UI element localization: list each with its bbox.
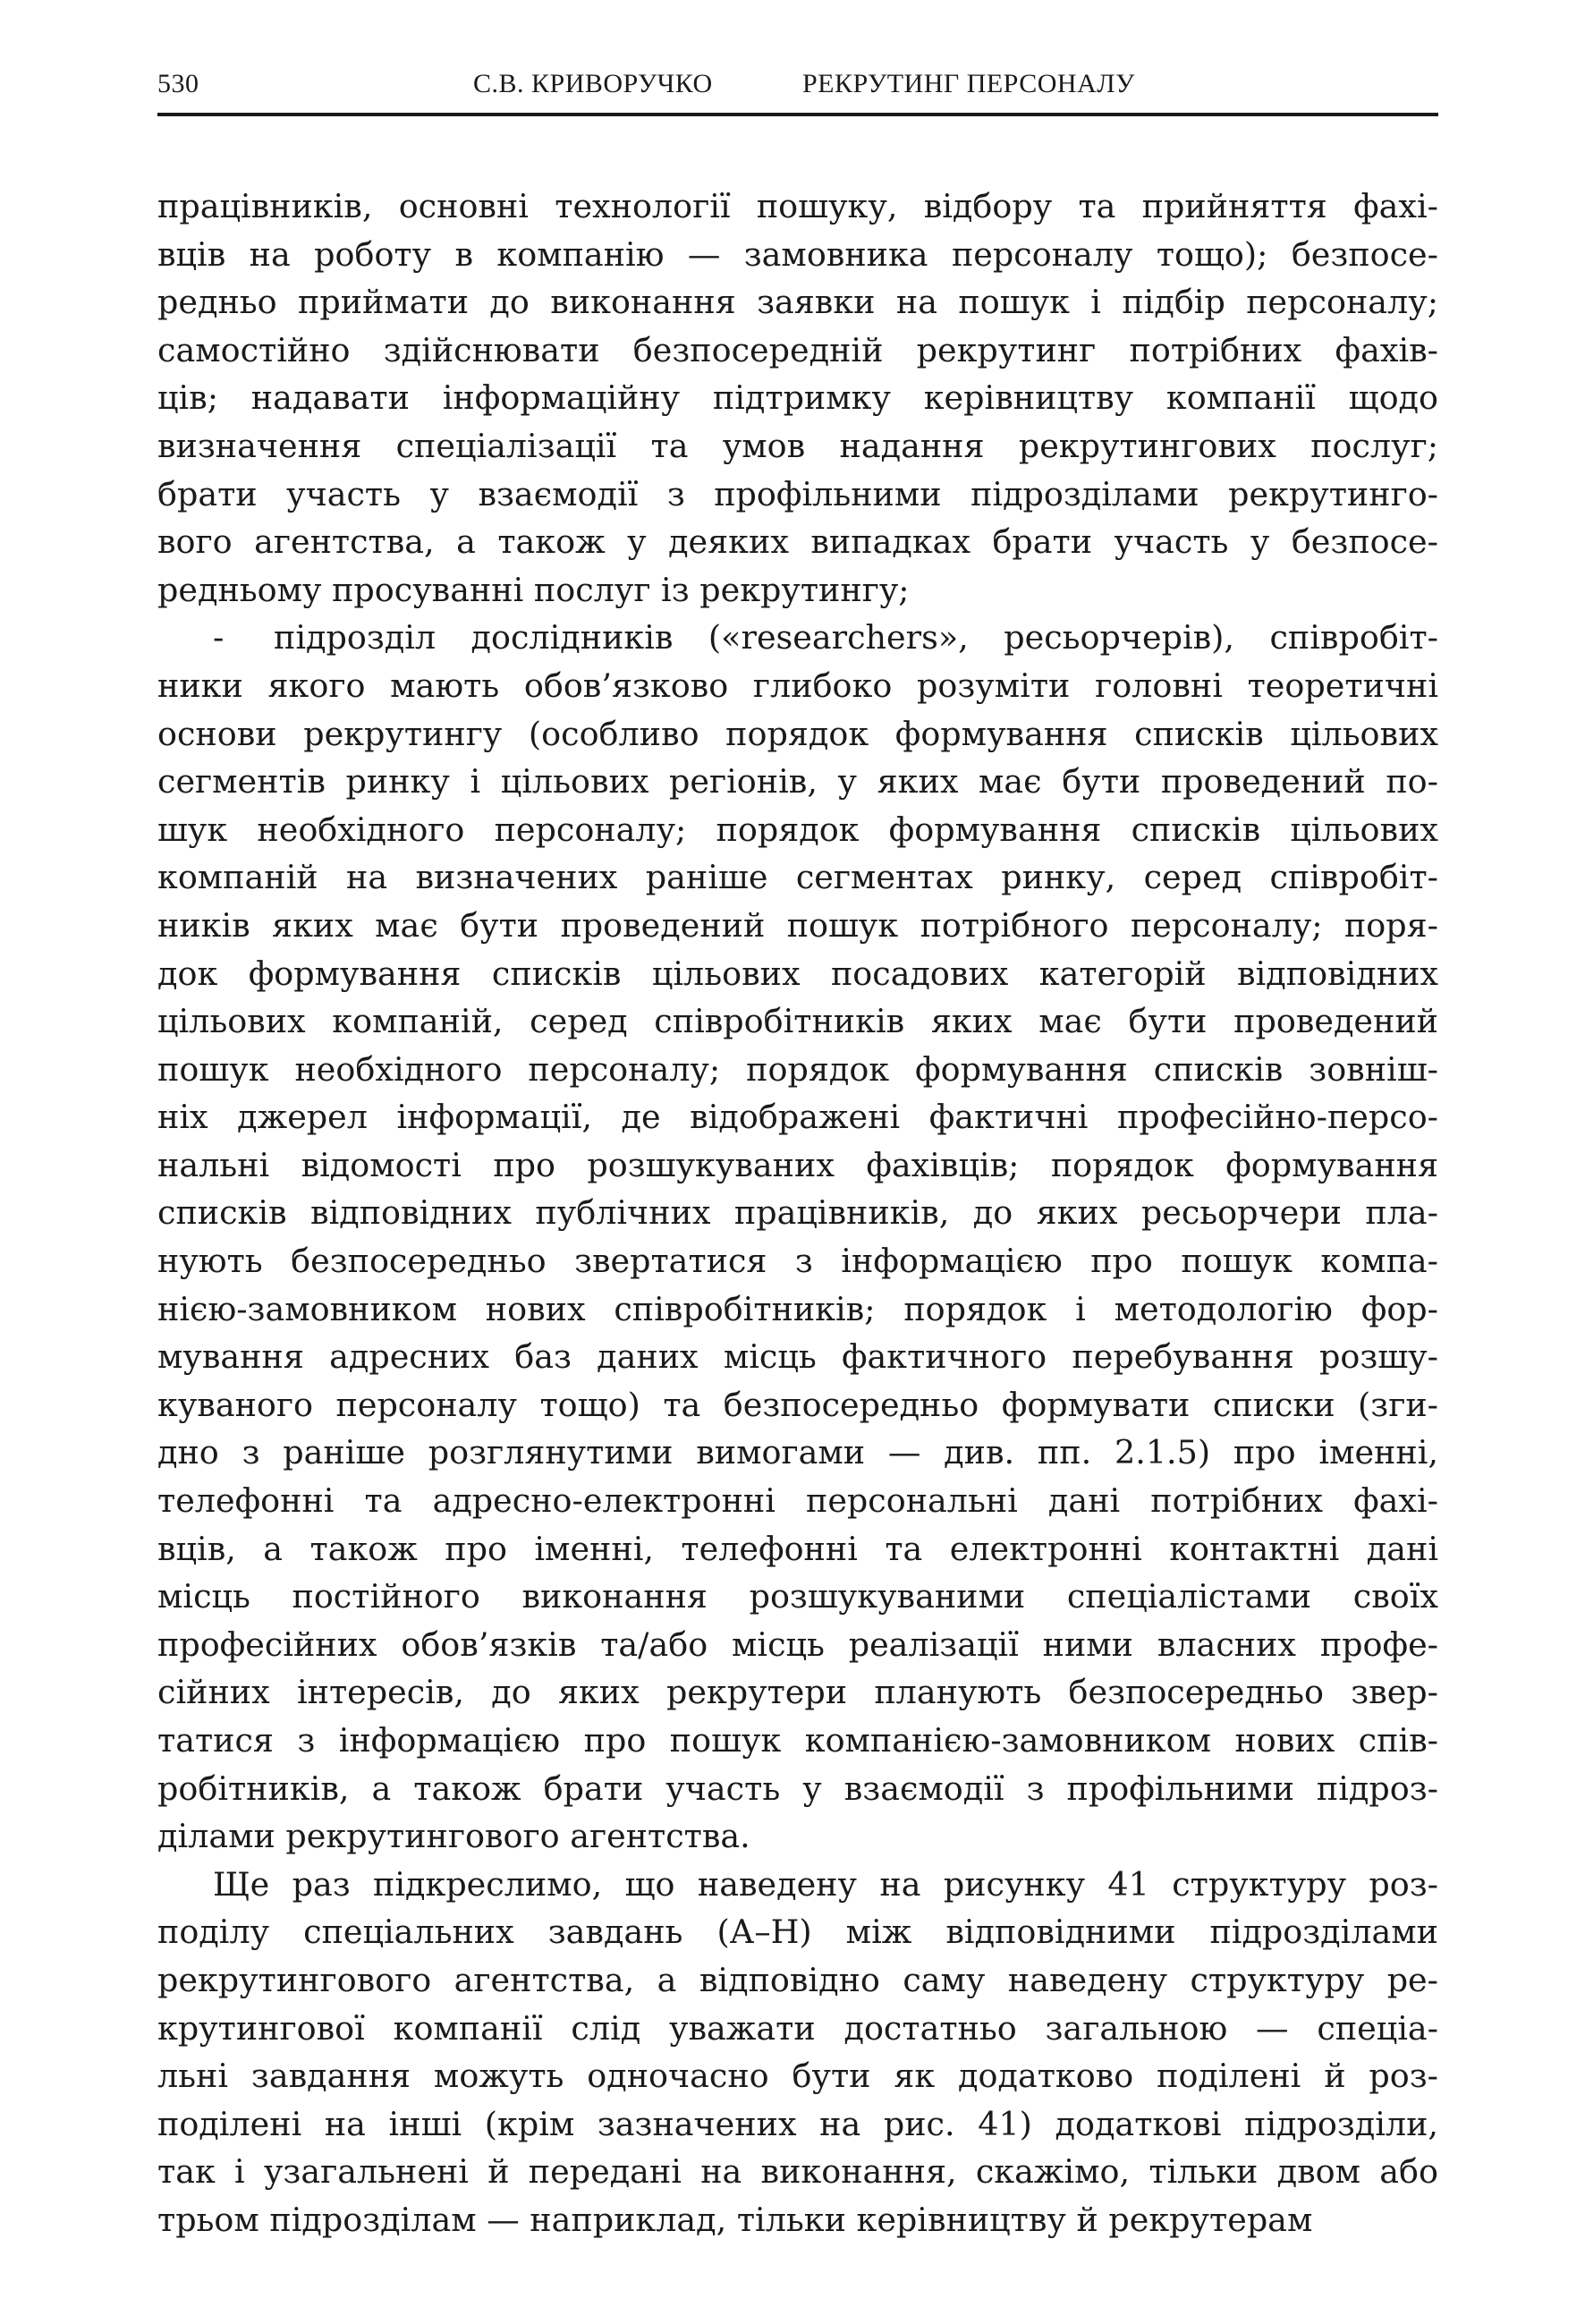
text-line: мування адресних баз даних місць фактичного перебування розшу- — [157, 1337, 1438, 1377]
running-head-author: С.В. КРИВОРУЧКО — [473, 69, 713, 98]
text-line: ників яких має бути проведений пошук потрібного персоналу; поря- — [157, 905, 1438, 945]
text-line: ців; надавати інформаційну підтримку керівництву компанії щодо — [157, 378, 1438, 418]
text-line: самостійно здійснювати безпосередній рекрутинг потрібних фахів- — [157, 330, 1438, 369]
text-line: професійних обов’язків та/або місць реалізації ними власних профе- — [157, 1624, 1438, 1664]
running-head — [157, 64, 1438, 104]
text-line: редньо приймати до виконання заявки на пошук і підбір персоналу; — [157, 283, 1438, 322]
text-line: компаній на визначених раніше сегментах ринку, серед співробіт- — [157, 858, 1438, 897]
text-line: док формування списків цільових посадових категорій відповідних — [157, 954, 1438, 993]
text-line: трьом підрозділам — наприклад, тільки керівництву й рекрутерам — [157, 2200, 1313, 2239]
text-line: поділені на інші (крім зазначених на рис. 41) додаткові підрозділи, — [157, 2104, 1438, 2143]
text-line: татися з інформацією про пошук компанією-замовником нових спів- — [157, 1721, 1438, 1760]
text-line: нією-замовником нових співробітників; порядок і методологію фор- — [157, 1289, 1438, 1328]
text-line: куваного персоналу тощо) та безпосередньо формувати списки (зги- — [157, 1385, 1438, 1424]
text-line: цільових компаній, серед співробітників яких має бути проведений — [157, 1002, 1438, 1041]
list-item-first-line: підрозділ дослідників («researchers», ресьорчерів), співробіт- — [274, 618, 1438, 657]
text-line: вого агентства, а також у деяких випадках брати участь у безпосе- — [157, 522, 1438, 562]
text-line: сійних інтересів, до яких рекрутери планують безпосередньо звер- — [157, 1673, 1438, 1712]
text-line: телефонні та адресно-електронні персональні дані потрібних фахі- — [157, 1481, 1438, 1521]
text-line: шук необхідного персоналу; порядок формування списків цільових — [157, 810, 1438, 849]
text-line: визначення спеціалізації та умов надання рекрутингових послуг; — [157, 426, 1438, 465]
text-line: ніх джерел інформації, де відображені фактичні професійно-персо- — [157, 1098, 1438, 1137]
page — [157, 64, 1438, 2239]
text-line: працівників, основні технології пошуку, відбору та прийняття фахі- — [157, 187, 1438, 225]
text-line: ділами рекрутингового агентства. — [157, 1817, 750, 1856]
list-bullet: - — [213, 618, 225, 657]
text-line: дно з раніше розглянутими вимогами — див. пп. 2.1.5) про іменні, — [157, 1433, 1438, 1472]
text-line: робітників, а також брати участь у взаємодії з профільними підроз- — [157, 1768, 1438, 1808]
running-head-title: РЕКРУТИНГ ПЕРСОНАЛУ — [802, 69, 1135, 98]
text-line: Ще раз підкреслимо, що наведену на рисунку 41 структуру роз- — [213, 1864, 1438, 1904]
header-rule — [157, 113, 1438, 116]
text-line: льні завдання можуть одночасно бути як додатково поділені й роз- — [157, 2057, 1438, 2096]
text-line: поділу спеціальних завдань (А–Н) між відповідними підрозділами — [157, 1913, 1438, 1952]
text-line: рекрутингового агентства, а відповідно саму наведену структуру ре- — [157, 1960, 1438, 1999]
text-line: основи рекрутингу (особливо порядок формування списків цільових — [157, 714, 1438, 753]
paragraph — [157, 1861, 1438, 2244]
list-item — [157, 614, 1438, 1860]
text-line: нують безпосередньо звертатися з інформацією про пошук компа- — [157, 1242, 1438, 1281]
text-line: брати участь у взаємодії з профільними підрозділами рекрутинго- — [157, 474, 1438, 513]
text-line: списків відповідних публічних працівників, до яких ресьорчери пла- — [157, 1193, 1438, 1233]
paragraph — [157, 182, 1438, 614]
text-line: нальні відомості про розшукуваних фахівців; порядок формування — [157, 1145, 1438, 1184]
text-line: вців на роботу в компанію — замовника персоналу тощо); безпосе- — [157, 234, 1438, 274]
text-line: крутингової компанії слід уважати достатньо загальною — спеціа- — [157, 2008, 1438, 2048]
text-line: пошук необхідного персоналу; порядок формування списків зовніш- — [157, 1049, 1438, 1089]
text-line: редньому просуванні послуг із рекрутингу; — [157, 570, 910, 609]
text-line: сегментів ринку і цільових регіонів, у яких має бути проведений по- — [157, 762, 1438, 802]
text-line: так і узагальнені й передані на виконання, скажімо, тільки двом або — [157, 2152, 1438, 2192]
text-line: місць постійного виконання розшукуваними спеціалістами своїх — [157, 1577, 1438, 1616]
text-line: вців, а також про іменні, телефонні та електронні контактні дані — [157, 1529, 1438, 1568]
text-line — [157, 614, 1438, 662]
body-text — [157, 182, 1438, 2244]
text-line: ники якого мають обов’язково глибоко розуміти головні теоретичні — [157, 666, 1438, 705]
page-number: 530 — [157, 69, 199, 98]
